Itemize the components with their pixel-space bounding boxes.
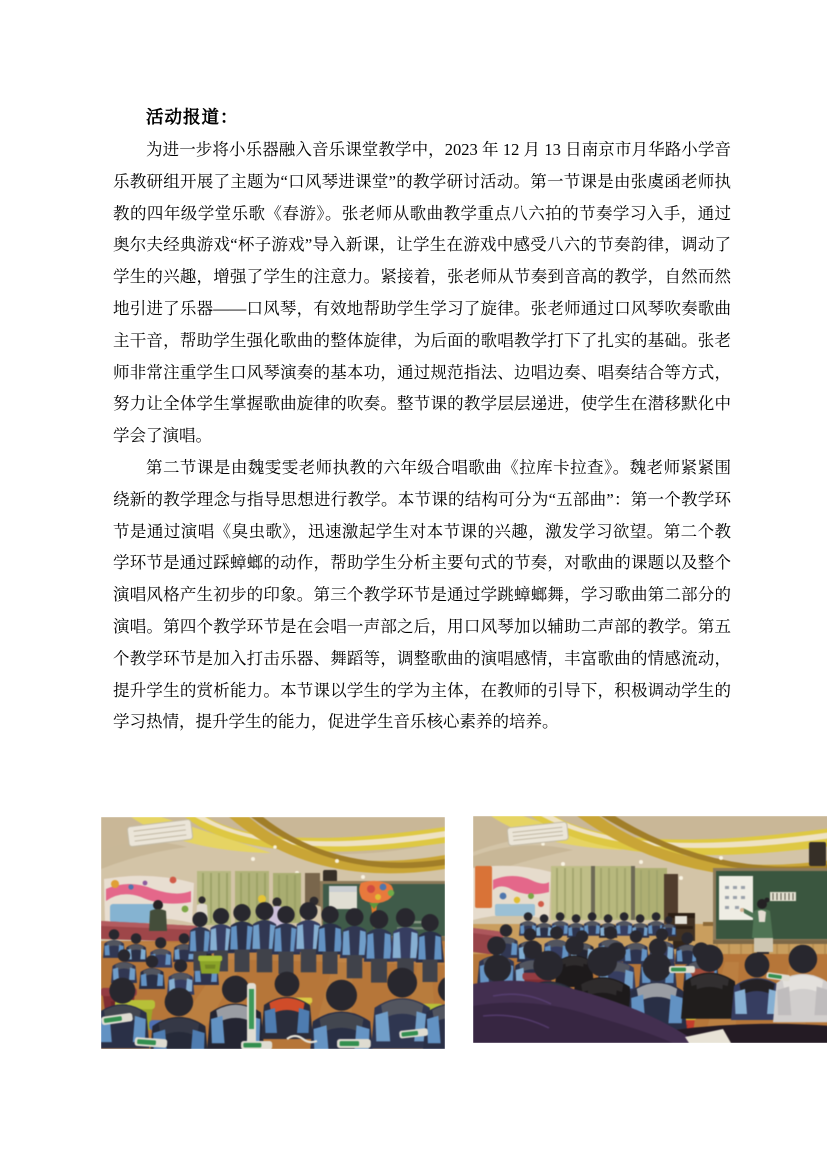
- report-body: [113, 100, 731, 738]
- report-paragraph-1: 为进一步将小乐器融入音乐课堂教学中，2023 年 12 月 13 日南京市月华路小学音乐教研组开展了主题为“口风琴进课堂”的教学研讨活动。第一节课是由张虞函老师执教的四年级学堂乐歌《春游》。张老师从歌曲教学重点八六拍的节奏学习入手，通过奥尔夫经典游戏“杯子游戏”导入新课，让学生在游戏中感受八六的节奏韵律，调动了学生的兴趣，增强了学生的注意力。紧接着，张老师从节奏到音高的教学，自然而然地引进了乐器——口风琴，有效地帮助学生学习了旋律。张老师通过口风琴吹奏歌曲主干音，帮助学生强化歌曲的整体旋律，为后面的歌唱教学打下了扎实的基础。张老师非常注重学生口风琴演奏的基本功，通过规范指法、边唱边奏、唱奏结合等方式，努力让全体学生掌握歌曲旋律的吹奏。整节课的教学层层递进，使学生在潜移默化中学会了演唱。: [113, 140, 731, 446]
- report-paragraph-2: 第二节课是由魏雯雯老师执教的六年级合唱歌曲《拉库卡拉查》。魏老师紧紧围绕新的教学理念与指导思想进行教学。本节课的结构可分为“五部曲”：第一个教学环节是通过演唱《臭虫歌》，迅速激起学生对本节课的兴趣，激发学习欲望。第二个教学环节是通过踩蟑螂的动作，帮助学生分析主要句式的节奏，对歌曲的课题以及整个演唱风格产生初步的印象。第三个教学环节是通过学跳蟑螂舞，学习歌曲第二部分的演唱。第四个教学环节是在会唱一声部之后，用口风琴加以辅助二声部的教学。第五个教学环节是加入打击乐器、舞蹈等，调整歌曲的演唱感情，丰富歌曲的情感流动，提升学生的赏析能力。本节课以学生的学为主体，在教师的引导下，积极调动学生的学习热情，提升学生的能力，促进学生音乐核心素养的培养。: [113, 457, 731, 732]
- report-heading: 活动报道：: [146, 107, 239, 127]
- classroom-photo-left: [101, 817, 445, 1049]
- classroom-photo-right: [473, 816, 827, 1043]
